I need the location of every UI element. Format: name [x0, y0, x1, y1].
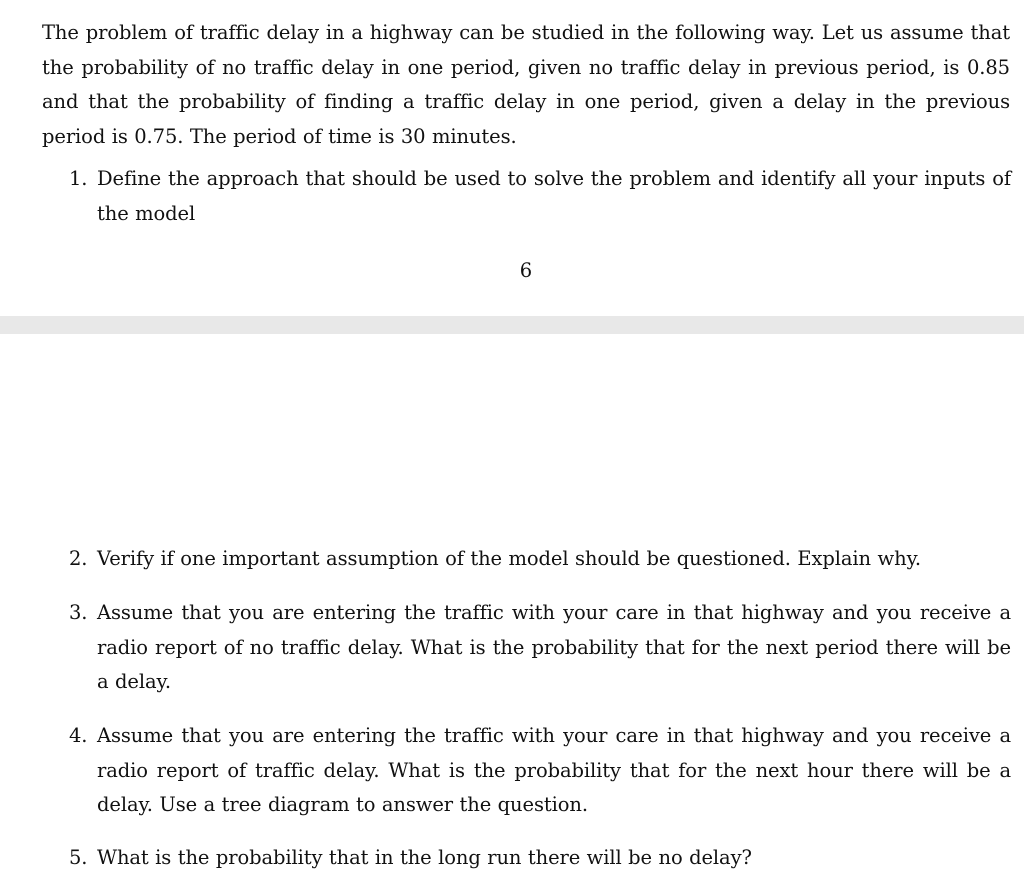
- document-page-lower: [0, 334, 1024, 885]
- problem-statement: The problem of traffic delay in a highway can be studied in the following way. Let us assume that the probability of no traffic delay in one period, given no traffic delay in previous period, is 0.85 and that the probability of finding a traffic delay in one period, given a delay in the previous period is 0.75. The period of time is 30 minutes.: [42, 21, 1010, 148]
- question-text: Assume that you are entering the traffic with your care in that highway and you receive a radio report of no traffic delay. What is the probability that for the next period there will be a delay.: [97, 601, 1011, 693]
- page-separator: [0, 316, 1024, 334]
- question-item-2: [69, 542, 1011, 577]
- question-item-4: [69, 719, 1011, 823]
- question-number: 4.: [69, 724, 88, 747]
- page-number: 6: [519, 259, 533, 282]
- question-text: Verify if one important assumption of the model should be questioned. Explain why.: [97, 547, 921, 570]
- question-number: 2.: [69, 547, 88, 570]
- question-item-3: [69, 596, 1011, 700]
- question-text: Define the approach that should be used to solve the problem and identify all your inputs of the model: [97, 167, 1011, 225]
- question-text: Assume that you are entering the traffic with your care in that highway and you receive a radio report of traffic delay. What is the probability that for the next hour there will be a delay. Use a tree diagram to answer the question.: [97, 724, 1011, 816]
- question-item-5: [69, 841, 1011, 876]
- question-text: What is the probability that in the long run there will be no delay?: [97, 846, 752, 869]
- document-page-upper: [0, 0, 1024, 316]
- question-number: 1.: [69, 167, 88, 190]
- question-number: 5.: [69, 846, 88, 869]
- question-item-1: [69, 162, 1011, 231]
- question-number: 3.: [69, 601, 88, 624]
